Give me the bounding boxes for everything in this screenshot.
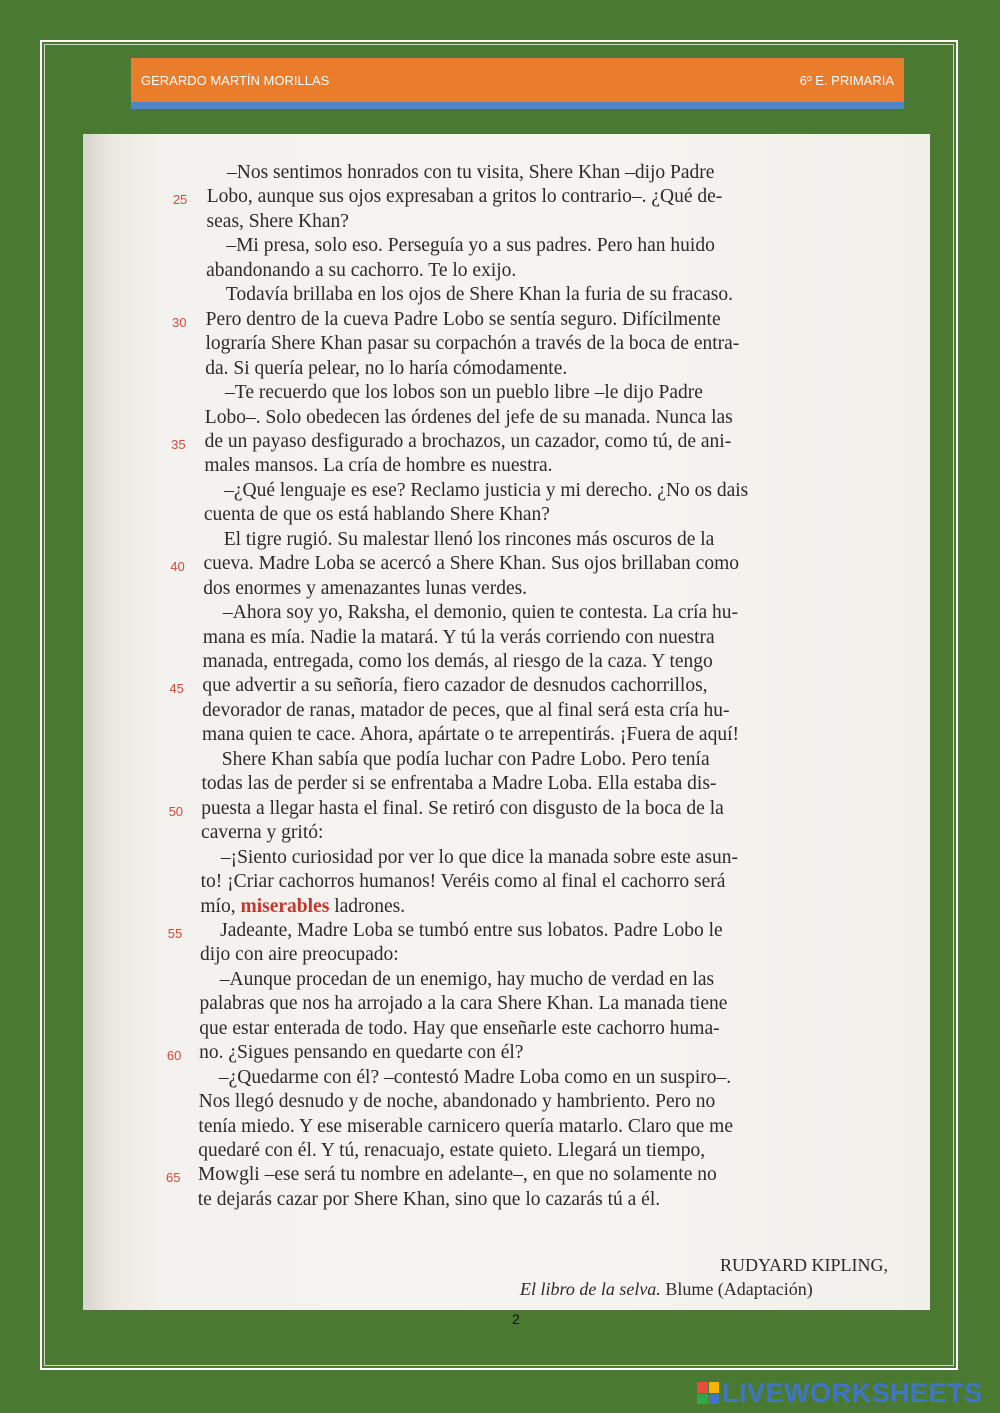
line-number: 30: [171, 314, 187, 330]
line-text: no. ¿Sigues pensando en quedarte con él?: [199, 1042, 524, 1064]
line-text: mana es mía. Nadie la matará. Y tú la verás corriendo con nuestra: [202, 626, 715, 648]
line-text: –Mi presa, solo eso. Perseguía yo a sus padres. Pero han huido: [226, 235, 715, 257]
credit-author: RUDYARD KIPLING,: [720, 1255, 889, 1275]
line-text: mana quien te cace. Ahora, apártate o te arrepentirás. ¡Fuera de aquí!: [201, 724, 739, 746]
line-text: que advertir a su señoría, fiero cazador de desnudos cachorrillos,: [202, 675, 708, 697]
text-line: [83, 381, 930, 405]
line-text: devorador de ranas, matador de peces, que al final será esta cría hu-: [202, 699, 730, 721]
text-line: [83, 503, 930, 527]
line-text: te dejarás cazar por Shere Khan, sino que lo cazarás tú a él.: [197, 1188, 661, 1210]
line-text: lograría Shere Khan pasar su corpachón a través de la boca de entra-: [205, 333, 740, 355]
text-line: [83, 259, 930, 283]
scanned-page: [83, 134, 930, 1310]
line-number: 55: [167, 925, 183, 941]
credit-source: [520, 1279, 813, 1300]
page-number: 2: [512, 1311, 520, 1327]
text-line: [83, 1139, 930, 1163]
line-text: Lobo, aunque sus ojos expresaban a gritos lo contrario–. ¿Qué de-: [206, 186, 723, 208]
line-text: caverna y gritó:: [201, 822, 324, 844]
line-number: 35: [171, 436, 186, 452]
line-text: abandonando a su cachorro. Te lo exijo.: [206, 259, 517, 281]
line-text: que estar enterada de todo. Hay que enseñarle este cachorro huma-: [199, 1017, 720, 1039]
logo-square: [697, 1394, 708, 1405]
text-line: [83, 454, 930, 478]
text-line: [83, 699, 930, 723]
line-text: dijo con aire preocupado:: [199, 944, 399, 966]
text-line: [83, 528, 930, 552]
line-text: da. Si quería pelear, no lo haría cómodamente.: [205, 357, 568, 379]
text-line: [83, 650, 930, 674]
text-line: [83, 870, 930, 894]
line-number: 40: [170, 559, 185, 575]
header-grade: 6º E. PRIMARIA: [799, 72, 894, 88]
line-text: El tigre rugió. Su malestar llenó los rincones más oscuros de la: [223, 528, 715, 550]
line-text: Pero dentro de la cueva Padre Lobo se sentía seguro. Difícilmente: [205, 308, 721, 330]
line-text: –Ahora soy yo, Raksha, el demonio, quien te contesta. La cría hu-: [223, 602, 739, 624]
text-line: [83, 797, 930, 821]
text-line: [83, 161, 930, 185]
text-line: [83, 895, 930, 919]
line-text: Lobo–. Solo obedecen las órdenes del jefe de su manada. Nunca las: [204, 406, 733, 428]
line-text: seas, Shere Khan?: [206, 210, 349, 232]
line-text: de un payaso desfigurado a brochazos, un cazador, como tú, de ani-: [204, 430, 732, 452]
credit-book-title: El libro de la selva.: [520, 1279, 661, 1299]
line-text: –¿Qué lenguaje es ese? Reclamo justicia y mi derecho. ¿No os dais: [224, 479, 749, 501]
line-text: quedaré con él. Y tú, renacuajo, estate quieto. Llegará un tiempo,: [198, 1140, 706, 1161]
header-bar: [131, 58, 904, 102]
text-line: [83, 234, 930, 258]
line-text: Todavía brillaba en los ojos de Shere Khan la furia de su fracaso.: [225, 284, 733, 306]
text-line: [83, 1163, 930, 1187]
text-line: [83, 210, 930, 234]
text-line: [83, 821, 930, 845]
text-line: [83, 283, 930, 307]
highlighted-word: miserables: [240, 895, 330, 917]
text-line: [83, 185, 930, 209]
text-line: [83, 1041, 930, 1065]
line-text: manada, entregada, como los demás, al riesgo de la caza. Y tengo: [202, 651, 713, 672]
text-line: [83, 552, 930, 576]
text-line: [83, 479, 930, 503]
liveworksheets-logo[interactable]: [697, 1378, 983, 1408]
line-text: to! ¡Criar cachorros humanos! Veréis como al final el cachorro será: [200, 871, 726, 893]
text-line: [83, 968, 930, 992]
line-text: mío, miserables ladrones.: [200, 895, 406, 917]
text-line: [83, 357, 930, 381]
line-text: Mowgli –ese será tu nombre en adelante–, en que no solamente no: [197, 1164, 717, 1186]
line-text: Nos llegó desnudo y de noche, abandonado y hambriento. Pero no: [198, 1091, 716, 1113]
text-line: [83, 406, 930, 430]
line-text: puesta a llegar hasta el final. Se retiró con disgusto de la boca de la: [201, 797, 724, 819]
text-line: [83, 601, 930, 625]
line-text: palabras que nos ha arrojado a la cara Shere Khan. La manada tiene: [199, 993, 728, 1015]
text-line: [83, 1090, 930, 1114]
text-line: [83, 992, 930, 1016]
line-number: 25: [172, 192, 188, 208]
text-line: [83, 1188, 930, 1212]
text-line: [83, 943, 930, 967]
text-line: [83, 308, 930, 332]
line-text: Jadeante, Madre Loba se tumbó entre sus lobatos. Padre Lobo le: [220, 919, 723, 941]
text-line: [83, 772, 930, 796]
text-line: [83, 723, 930, 747]
logo-square: [697, 1382, 708, 1393]
line-number: 65: [166, 1170, 181, 1186]
credit-publisher: Blume (Adaptación): [660, 1279, 813, 1299]
text-line: [83, 332, 930, 356]
logo-square: [709, 1394, 720, 1405]
line-text: Shere Khan sabía que podía luchar con Padre Lobo. Pero tenía: [221, 748, 710, 770]
line-number: 60: [166, 1048, 182, 1064]
text-line: [83, 748, 930, 772]
text-line: [83, 1115, 930, 1139]
line-number: 50: [168, 803, 184, 819]
text-line: [83, 430, 930, 454]
text-line: [83, 846, 930, 870]
text-line: [83, 1066, 930, 1090]
logo-square: [709, 1382, 720, 1393]
line-text: –¡Siento curiosidad por ver lo que dice la manada sobre este asun-: [220, 846, 738, 868]
line-text: –Te recuerdo que los lobos son un pueblo libre –le dijo Padre: [225, 382, 703, 404]
liveworksheets-logo-icon: [697, 1382, 719, 1404]
line-text: todas las de perder si se enfrentaba a Madre Loba. Ella estaba dis-: [201, 773, 717, 795]
text-line: [83, 626, 930, 650]
text-line: [83, 1017, 930, 1041]
line-text: tenía miedo. Y ese miserable carnicero quería matarlo. Claro que me: [198, 1115, 733, 1137]
line-text: males mansos. La cría de hombre es nuestra.: [204, 455, 553, 477]
liveworksheets-logo-text: LIVEWORKSHEETS: [722, 1377, 983, 1408]
line-text: dos enormes y amenazantes lunas verdes.: [203, 577, 528, 599]
header-underline: [131, 102, 904, 109]
text-line: [83, 674, 930, 698]
line-text: –Aunque procedan de un enemigo, hay mucho de verdad en las: [219, 968, 715, 990]
line-text: –¿Quedarme con él? –contestó Madre Loba como en un suspiro–.: [218, 1066, 732, 1088]
text-line: [83, 577, 930, 601]
line-text: cuenta de que os está hablando Shere Khan?: [203, 504, 550, 526]
line-text: –Nos sentimos honrados con tu visita, Shere Khan –dijo Padre: [227, 162, 715, 183]
line-number: 45: [169, 681, 184, 697]
header-author: GERARDO MARTÍN MORILLAS: [141, 72, 330, 88]
line-text: cueva. Madre Loba se acercó a Shere Khan. Sus ojos brillaban como: [203, 553, 739, 575]
text-line: [83, 919, 930, 943]
